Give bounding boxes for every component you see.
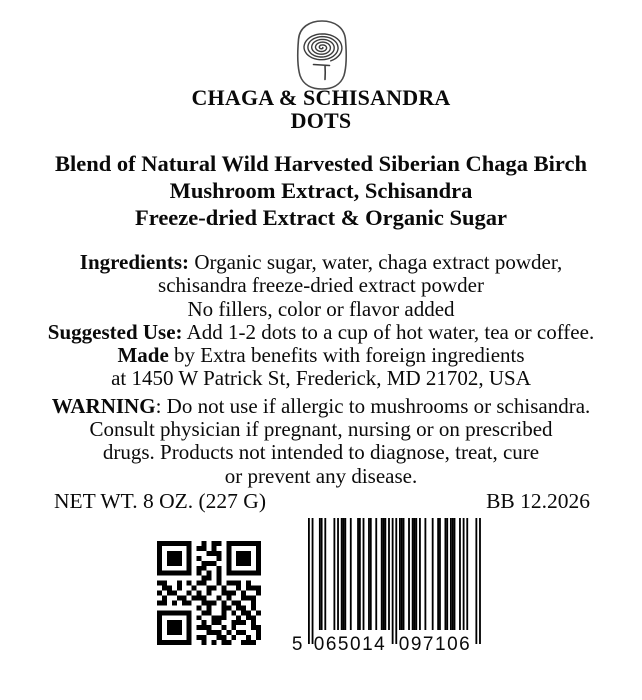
made-label: Made bbox=[117, 343, 169, 368]
warning-line2 bbox=[0, 418, 642, 441]
ingredients-text2: schisandra freeze-dried extract powder bbox=[158, 273, 484, 298]
qr-code bbox=[157, 541, 261, 645]
warning-line3 bbox=[0, 441, 642, 464]
barcode-bars bbox=[308, 518, 481, 644]
description-line: Mushroom Extract, Schisandra bbox=[169, 178, 473, 203]
product-title bbox=[0, 86, 642, 132]
suggested-use-line bbox=[0, 321, 642, 344]
suggested-use-text: Add 1-2 dots to a cup of hot water, tea or coffee. bbox=[182, 319, 595, 344]
address-line bbox=[0, 367, 642, 390]
chaga-mushroom-logo-icon bbox=[294, 19, 350, 91]
suggested-use-label: Suggested Use: bbox=[47, 319, 183, 344]
ingredients-label: Ingredients: bbox=[79, 250, 190, 274]
best-before-date: BB 12.2026 bbox=[486, 489, 590, 513]
product-title-line2: DOTS bbox=[290, 108, 352, 133]
warning-text2: Consult physician if pregnant, nursing or on prescribed bbox=[89, 417, 553, 442]
warning-line1 bbox=[0, 395, 642, 418]
no-fillers-line bbox=[0, 298, 642, 321]
address-text: at 1450 W Patrick St, Frederick, MD 21702, USA bbox=[111, 366, 531, 391]
product-description bbox=[0, 150, 642, 231]
warning-line4 bbox=[0, 465, 642, 488]
ean13-barcode bbox=[278, 512, 490, 660]
warning-text1: : Do not use if allergic to mushrooms or schisandra. bbox=[155, 393, 591, 418]
barcode-digits-left: 065014 bbox=[313, 634, 387, 655]
label-body-text bbox=[0, 251, 642, 488]
no-fillers-text: No fillers, color or flavor added bbox=[187, 296, 455, 321]
ingredients-text: Organic sugar, water, chaga extract powder, bbox=[189, 250, 563, 274]
barcode-digits-right: 097106 bbox=[398, 634, 472, 655]
net-weight: NET WT. 8 OZ. (227 G) bbox=[54, 489, 266, 513]
ingredients-line bbox=[0, 251, 642, 274]
made-by-text: by Extra benefits with foreign ingredients bbox=[168, 343, 525, 368]
ingredients-line2 bbox=[0, 274, 642, 297]
warning-label: WARNING bbox=[51, 393, 156, 418]
net-weight-row bbox=[0, 489, 642, 514]
product-title-line1: CHAGA & SCHISANDRA bbox=[191, 85, 451, 110]
logo-spiral-icon bbox=[304, 34, 342, 61]
warning-text4: or prevent any disease. bbox=[224, 463, 418, 488]
warning-text3: drugs. Products not intended to diagnose, treat, cure bbox=[102, 440, 540, 465]
made-by-line bbox=[0, 344, 642, 367]
description-line: Freeze-dried Extract & Organic Sugar bbox=[135, 205, 507, 230]
logo-stem-icon bbox=[314, 65, 330, 80]
description-line: Blend of Natural Wild Harvested Siberian Chaga Birch bbox=[55, 151, 587, 176]
barcode-digit-first: 5 bbox=[291, 634, 304, 655]
